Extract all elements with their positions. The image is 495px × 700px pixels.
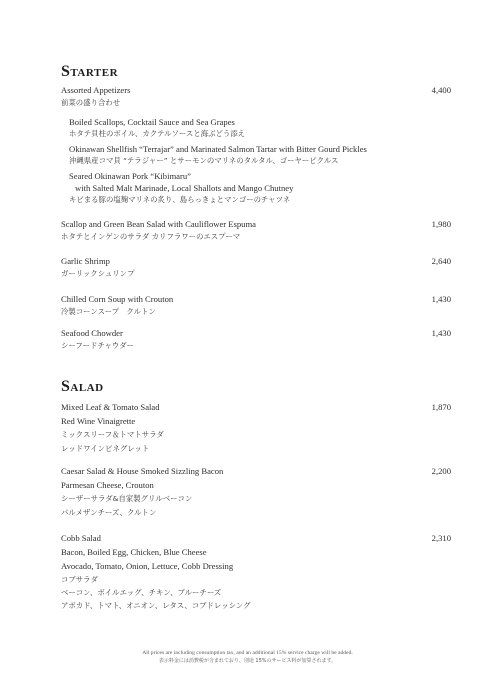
menu-item-name: Seafood Chowder <box>61 328 123 338</box>
assorted-sub-item-en: Okinawan Shellfish “Terrajar” and Marinated Salmon Tartar with Bitter Gourd Pickles <box>69 144 367 154</box>
menu-item-jp: ホタテとインゲンのサラダ カリフラワーのエスプーマ <box>61 232 241 241</box>
menu-item-price: 1,430 <box>431 294 451 304</box>
assorted-sub-item-jp: ホタテ貝柱のボイル、カクテルソースと海ぶどう添え <box>69 129 246 138</box>
menu-item-price: 2,640 <box>431 256 451 266</box>
menu-item-price: 1,430 <box>431 328 451 338</box>
menu-item-jp: レッドワインビネグレット <box>61 444 150 453</box>
assorted-appetizers-price: 4,400 <box>431 85 451 95</box>
assorted-sub-item-en: Seared Okinawan Pork “Kibimaru” <box>69 171 191 181</box>
menu-item-name: Scallop and Green Bean Salad with Cauliflower Espuma <box>61 219 256 229</box>
salad-section-title: Salad <box>61 378 104 395</box>
menu-item-price: 2,200 <box>431 466 451 476</box>
assorted-sub-item-en-cont: with Salted Malt Marinade, Local Shallots and Mango Chutney <box>75 183 294 193</box>
menu-item-jp: パルメザンチーズ、クルトン <box>61 508 157 517</box>
menu-item-jp: アボカド、トマト、オニオン、レタス、コブドレッシング <box>61 601 251 610</box>
menu-item-name: Chilled Corn Soup with Crouton <box>61 294 174 304</box>
menu-item-jp: シーザーサラダ&自家製グリルベーコン <box>61 494 193 503</box>
footer-note-jp: 表示料金には消費税が含まれており、別途 15%のサービス料が加算されます。 <box>158 658 337 664</box>
menu-item-detail: Avocado, Tomato, Onion, Lettuce, Cobb Dressing <box>61 561 234 571</box>
assorted-sub-item-jp: キビまる豚の塩麹マリネの炙り、島らっきょとマンゴーのチャツネ <box>69 195 291 204</box>
assorted-appetizers-jp: 前菜の盛り合わせ <box>61 98 121 107</box>
menu-item-name: Caesar Salad & House Smoked Sizzling Bacon <box>61 466 224 476</box>
menu-item-jp: ガーリックシュリンプ <box>61 269 135 278</box>
menu-item-detail: Red Wine Vinaigrette <box>61 416 136 426</box>
menu-item-jp: ベーコン、ボイルエッグ、チキン、ブルーチーズ <box>61 588 222 597</box>
menu-item-price: 2,310 <box>431 533 451 543</box>
menu-item-name: Mixed Leaf & Tomato Salad <box>61 402 160 412</box>
assorted-appetizers-name: Assorted Appetizers <box>61 85 131 95</box>
menu-item-jp: シーフードチャウダー <box>61 341 135 350</box>
starter-section-title: Starter <box>61 63 119 80</box>
menu-item-jp: コブサラダ <box>61 575 98 584</box>
menu-item-name: Garlic Shrimp <box>61 256 110 266</box>
menu-item-price: 1,980 <box>431 219 451 229</box>
assorted-sub-item-jp: 沖縄県産コマ貝 “テラジャー” とサーモンのマリネのタルタル、ゴーヤーピクルス <box>69 156 339 165</box>
menu-item-name: Cobb Salad <box>61 533 101 543</box>
footer-note-en: All prices are including consumption tax, and an additional 15% service charge will be added. <box>142 650 353 656</box>
menu-item-jp: ミックスリーフ＆トマトサラダ <box>61 430 164 439</box>
menu-item-jp: 冷製コーンスープ クルトン <box>61 307 156 316</box>
assorted-sub-item-en: Boiled Scallops, Cocktail Sauce and Sea Grapes <box>69 117 235 127</box>
menu-item-detail: Parmesan Cheese, Crouton <box>61 480 154 490</box>
menu-item-detail: Bacon, Boiled Egg, Chicken, Blue Cheese <box>61 547 207 557</box>
menu-item-price: 1,870 <box>431 402 451 412</box>
